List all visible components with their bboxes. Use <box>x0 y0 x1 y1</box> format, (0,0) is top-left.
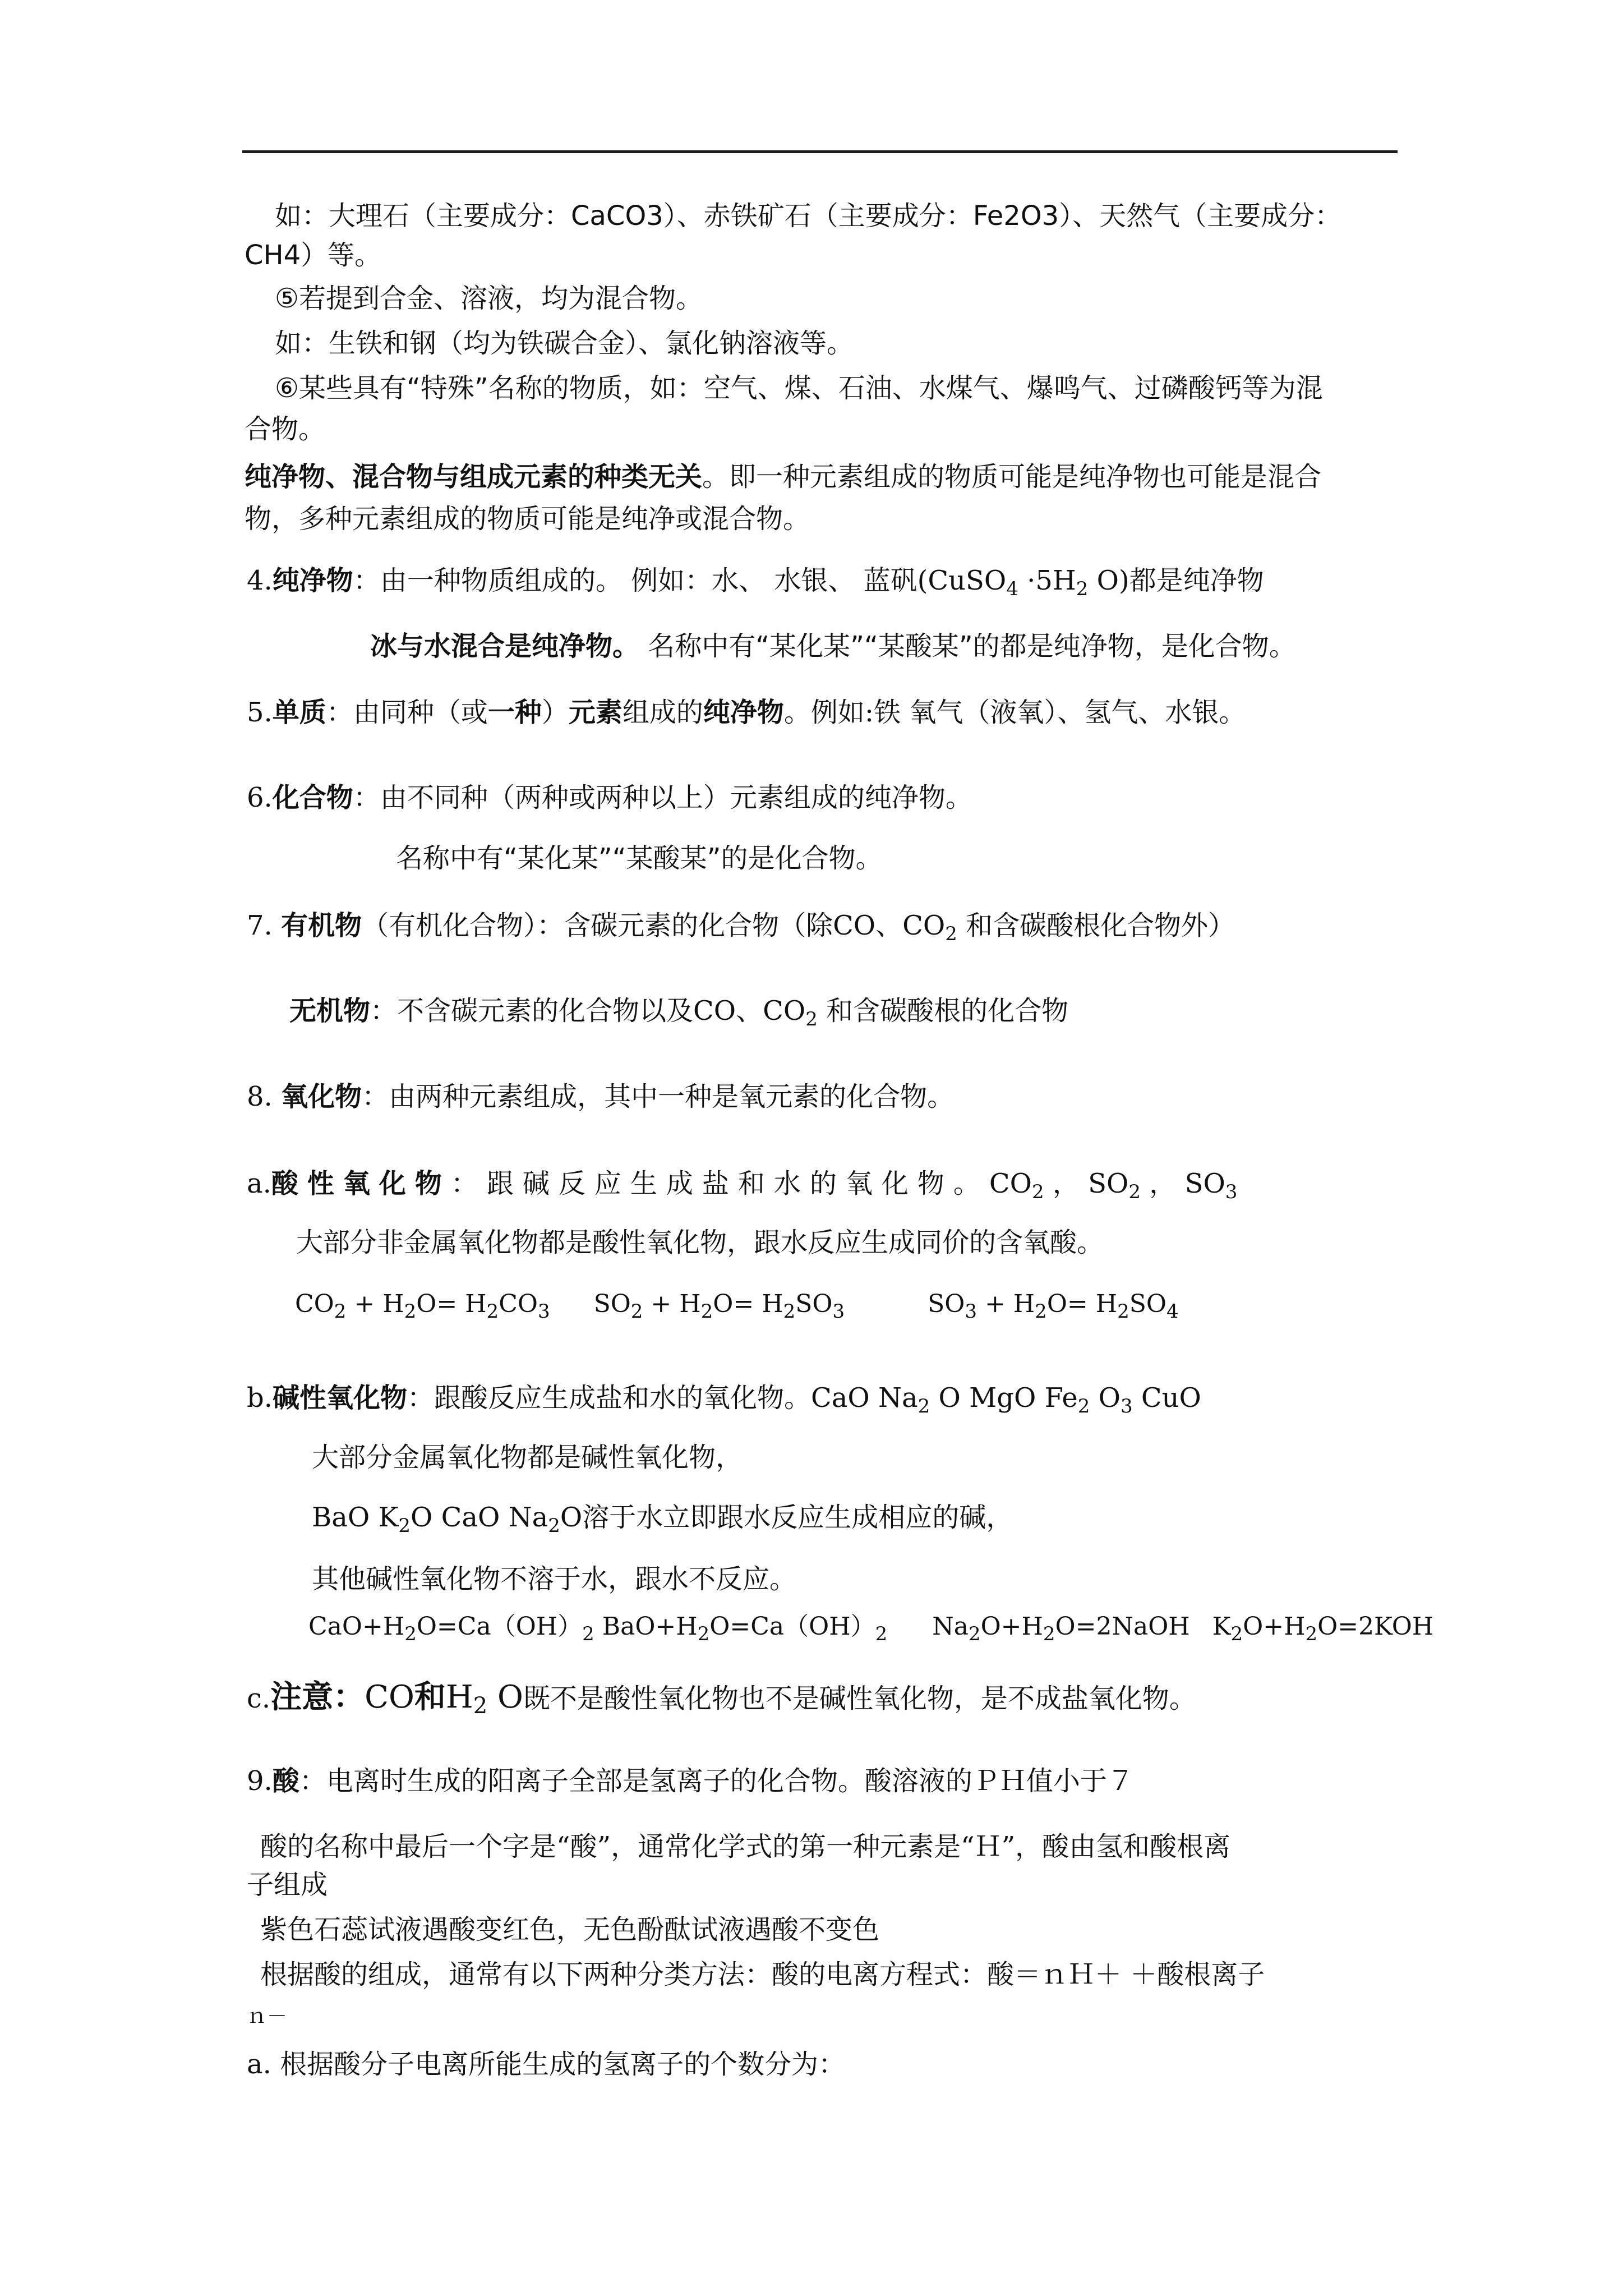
section-term: 无机物 <box>289 995 371 1027</box>
item-label: c. <box>247 1683 271 1714</box>
formula: CO <box>365 1679 414 1715</box>
section-a <box>247 1167 1237 1209</box>
text-span: ：由两种元素组成，其中一种是氧元素的化合物。 <box>362 1081 955 1112</box>
section-term: 氧化物 <box>281 1081 362 1112</box>
section-b-line2: 大部分金属氧化物都是碱性氧化物， <box>312 1442 743 1473</box>
section-term: 有机物 <box>281 910 362 941</box>
section-number: 8. <box>247 1081 282 1112</box>
section-c <box>247 1677 1196 1726</box>
text-span: ：电离时生成的阳离子全部是氢离子的化合物。酸溶液的ＰＨ值小于７ <box>299 1765 1134 1797</box>
text-span: 既不是酸性氧化物也不是碱性氧化物，是不成盐氧化物。 <box>523 1683 1196 1714</box>
section-7-line2 <box>289 994 1068 1036</box>
separator: ， <box>1044 1168 1089 1199</box>
section-term: 纯净物 <box>272 565 353 596</box>
bold-phrase: 一种 <box>487 697 542 728</box>
section-9 <box>247 1764 1134 1798</box>
subscript: 2 <box>1031 1181 1044 1203</box>
item-label: b. <box>247 1382 273 1414</box>
subscript: 3 <box>1225 1181 1238 1203</box>
section-8 <box>247 1080 954 1114</box>
text-line: ⑥某些具有“特殊”名称的物质，如：空气、煤、石油、水煤气、爆鸣气、过磷酸钙等为混 <box>275 372 1323 404</box>
formula: O <box>487 1679 523 1715</box>
text-line: ｎ－ <box>247 2005 288 2028</box>
section-b: b.碱性氧化物：跟酸反应生成盐和水的氧化物。CaO $Na_2$ O MgO $Fe_2$ $O_3$ CuO <box>247 1382 1201 1418</box>
text-span: 。例如:铁 氧气（液氧）、氢气、水银。 <box>783 697 1246 728</box>
bold-phrase: 冰与水混合是纯净物。 <box>370 631 640 662</box>
section-5 <box>247 696 1246 729</box>
section-b-line4: 其他碱性氧化物不溶于水，跟水不反应。 <box>312 1563 797 1595</box>
subscript: 2 <box>1128 1181 1141 1203</box>
equation-line <box>295 1287 1179 1328</box>
section-term: 单质 <box>272 697 326 728</box>
text-span: ：由同种（或 <box>326 697 488 728</box>
subscript: 4 <box>1006 578 1018 600</box>
subscript: 2 <box>945 923 957 945</box>
text-line: 紫色石蕊试液遇酸变红色，无色酚酞试液遇酸不变色 <box>260 1914 880 1945</box>
text-span: 和 <box>414 1678 446 1715</box>
subscript: 2 <box>1076 578 1089 600</box>
item-label: a. <box>247 1168 271 1199</box>
section-term: 酸 <box>272 1765 299 1797</box>
separator: ， <box>1141 1168 1185 1199</box>
text-line: ⑤若提到合金、溶液，均为混合物。 <box>275 283 703 314</box>
text-span: 和含碳酸根化合物外） <box>957 910 1235 941</box>
bold-phrase: 纯净物 <box>703 697 784 728</box>
formula: SO <box>1088 1168 1129 1199</box>
header-rule <box>242 150 1398 153</box>
section-term: 酸性氧化物 <box>271 1168 451 1199</box>
section-6 <box>247 781 972 815</box>
section-term: 注意： <box>270 1678 365 1715</box>
text-span: ：不含碳元素的化合物以及CO、CO <box>370 995 806 1027</box>
text-line <box>245 460 1321 494</box>
text-line: 根据酸的组成，通常有以下两种分类方法：酸的电离方程式：酸＝ｎＨ＋ ＋酸根离子 <box>260 1959 1265 1990</box>
text-span: ） <box>541 697 569 728</box>
section-number: 5. <box>247 697 273 728</box>
section-number: 4. <box>247 565 273 596</box>
section-b-line3: BaO $K_2O$ CaO $Na_2O$溶于水立即跟水反应生成相应的碱， <box>312 1502 1013 1537</box>
equation: $SO_2 + H_2O= H_2SO_3$ <box>593 1290 845 1323</box>
equation: $SO_3 + H_2O= H_2SO_4$ <box>928 1290 1179 1323</box>
text-span: 名称中有“某化某”“某酸某”的都是纯净物，是化合物。 <box>639 631 1296 662</box>
equation: $CO_2 + H_2O= H_2CO_3$ <box>295 1290 550 1323</box>
text-span: ：由不同种（两种或两种以上）元素组成的纯净物。 <box>353 782 972 813</box>
subscript: 2 <box>805 1008 818 1030</box>
section-number: 7. <box>247 910 282 941</box>
text-line: 酸的名称中最后一个字是“酸”，通常化学式的第一种元素是“Ｈ”，酸由氢和酸根离 <box>260 1831 1231 1862</box>
text-span: ：跟酸反应生成盐和水的氧化物。 <box>407 1382 811 1414</box>
text-span: 组成的 <box>622 697 703 728</box>
section-7 <box>247 909 1235 951</box>
section-4-line2 <box>370 629 1296 663</box>
bold-phrase: 纯净物、混合物与组成元素的种类无关 <box>245 461 703 493</box>
text-line: CH4）等。 <box>245 240 382 271</box>
text-span: 和含碳酸根的化合物 <box>817 995 1069 1027</box>
section-term: 化合物 <box>272 782 353 813</box>
text-span: ·5H <box>1018 565 1076 596</box>
subscript: 2 <box>473 1693 488 1719</box>
text-span: 溶于水立即跟水反应生成相应的碱， <box>582 1502 1013 1533</box>
section-4 <box>247 564 1264 606</box>
text-span: ：由一种物质组成的。 例如：水、 水银、 蓝矾(CuSO <box>353 565 1007 596</box>
text-span: ：跟碱反应生成盐和水的氧化物。 <box>450 1168 989 1199</box>
text-span: O)都是纯净物 <box>1088 565 1264 596</box>
section-number: 9. <box>247 1765 273 1797</box>
text-span: （有机化合物）：含碳元素的化合物（除CO、CO <box>362 910 946 941</box>
formula: SO <box>1184 1168 1225 1199</box>
section-term: 碱性氧化物 <box>272 1382 407 1414</box>
equation-line: $CaO+H_2O=Ca(OH)_2$ $BaO+H_2O=Ca(OH)_2$ $Na_2O+H_2O=2NaOH$ $K_2O+H_2O=2KOH$ <box>308 1612 1434 1645</box>
text-line: 物，多种元素组成的物质可能是纯净或混合物。 <box>245 503 810 535</box>
text-line: 如：生铁和钢（均为铁碳合金）、氯化钠溶液等。 <box>275 328 854 359</box>
bold-phrase: 元素 <box>568 697 623 728</box>
section-6-line2: 名称中有“某化某”“某酸某”的是化合物。 <box>396 843 883 874</box>
formula: H <box>445 1679 473 1715</box>
section-a-line2: 大部分非金属氧化物都是酸性氧化物，跟水反应生成同价的含氧酸。 <box>296 1227 1104 1258</box>
text-line: 合物。 <box>245 413 326 445</box>
text-line: 如：大理石（主要成分：CaCO3）、赤铁矿石（主要成分：Fe2O3）、天然气（主要成分： <box>275 200 1342 232</box>
text-line: 子组成 <box>247 1869 328 1901</box>
text-line: a. 根据酸分子电离所能生成的氢离子的个数分为： <box>247 2049 846 2080</box>
formula: CO <box>989 1168 1032 1199</box>
text-span: 。即一种元素组成的物质可能是纯净物也可能是混合 <box>702 461 1322 493</box>
section-number: 6. <box>247 782 273 813</box>
